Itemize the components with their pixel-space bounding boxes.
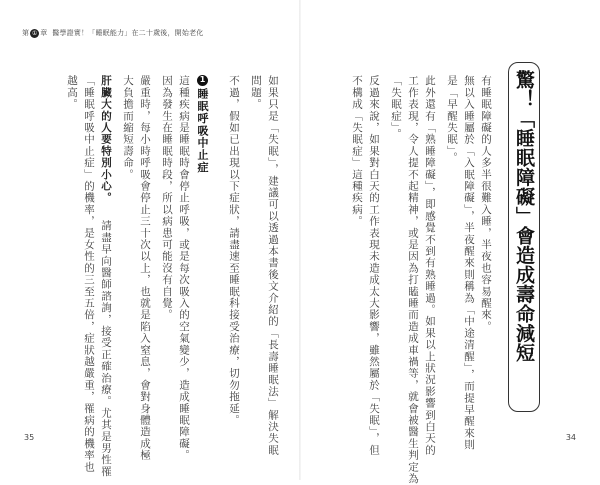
section-number-icon: 1 (198, 75, 207, 86)
emphasis-column: 肝臟大的人要特別小心。 (100, 75, 112, 204)
chapter-prefix: 第 (22, 29, 30, 37)
body-column: 有睡眠障礙的人多半很難入睡，半夜也容易醒來。 (480, 75, 492, 333)
body-column: 工作表現，令人提不起精神，或是因為打瞌睡而造成車禍等，就會被醫生判定為 (407, 75, 419, 485)
body-column: 「睡眠呼吸中止症」的機率，是女性的三至五倍，症狀越嚴重，罹病的機率也 (83, 75, 95, 473)
body-column: 不構成「失眠症」這種疾病。 (351, 75, 363, 228)
body-column: 反過來說，如果對白天的工作表現未造成太大影響，雖然屬於「失眠」，但 (368, 75, 380, 456)
section-heading-text: 睡眠呼吸中止症 (196, 88, 209, 174)
section-heading (194, 75, 210, 173)
body-column: 大負擔而縮短壽命。 (122, 75, 134, 181)
running-header (22, 28, 203, 38)
body-column: 這種疾病是睡眠時會停止呼吸，或是每次吸入的空氣變少，造成睡眠障礙。 (178, 75, 190, 462)
body-column: 不過，假如已出現以下症狀，請盡速至睡眠科接受治療，切勿拖延。 (228, 75, 240, 426)
body-column: 請盡早向醫師諮詢，接受正確治療。尤其是男性罹 (100, 220, 112, 478)
page-number-right: 34 (565, 433, 576, 442)
body-column: 無以入睡屬於「入眠障礙」，半夜醒來則稱為「中途清醒」，而提早醒來則 (463, 75, 475, 451)
body-column: 是「早醒失眠」。 (446, 75, 458, 164)
body-column: 嚴重時，每小時呼吸會停止三十次以上，也就是陷入窒息，會對身體造成極 (139, 75, 151, 462)
chapter-suffix: 章 (40, 29, 48, 37)
body-column: 如果只是「失眠」，建議可以透過本書後文介紹的「長壽睡眠法」解決失眠 (267, 75, 279, 456)
page-number-left: 35 (24, 433, 35, 442)
chapter-number-badge: ① (31, 29, 38, 37)
left-page (0, 0, 300, 480)
body-column: 因為發生在睡眠時段，所以病患可能沒有自覺。 (161, 75, 173, 321)
body-column: 「失眠症」。 (390, 75, 402, 140)
body-column: 問題。 (250, 75, 262, 111)
body-column: 此外還有「熟睡障礙」，即感覺不到有熟睡過。如果以上狀況影響到白天的 (424, 75, 436, 456)
body-column: 越高。 (66, 75, 78, 111)
right-page (300, 0, 600, 480)
chapter-section-title: 驚！「睡眠障礙」會造成壽命減短 (513, 70, 535, 363)
running-header-title: 醫學證實！「睡眠能力」在二十歲後，開始老化 (52, 29, 204, 37)
